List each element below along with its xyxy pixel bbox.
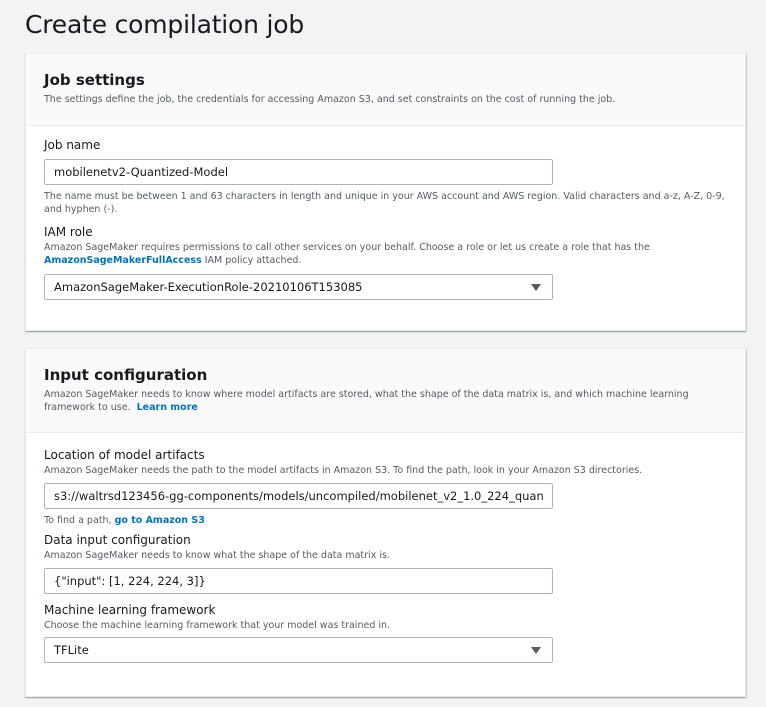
caret-down-icon [531, 647, 541, 654]
iam-role-field [44, 225, 727, 300]
model-location-help [44, 514, 727, 527]
iam-role-selected-value: AmazonSageMaker-ExecutionRole-20210106T153085 [54, 280, 363, 294]
job-settings-panel [25, 53, 746, 331]
job-name-label: Job name [44, 138, 101, 152]
job-settings-body [26, 126, 745, 300]
input-configuration-panel [25, 348, 746, 697]
data-input-field [44, 533, 727, 594]
framework-description: Choose the machine learning framework that your model was trained in. [44, 620, 391, 631]
iam-role-label: IAM role [44, 225, 93, 239]
job-name-input[interactable] [44, 159, 553, 185]
iam-role-description [44, 241, 724, 267]
input-configuration-header [26, 349, 745, 433]
job-settings-title: Job settings [44, 71, 145, 89]
caret-down-icon [531, 284, 541, 291]
framework-select[interactable] [44, 637, 553, 663]
input-configuration-description [44, 388, 724, 414]
iam-role-select[interactable] [44, 274, 553, 300]
framework-field [44, 603, 727, 663]
data-input-label: Data input configuration [44, 533, 191, 547]
page-title: Create compilation job [25, 10, 305, 39]
model-location-help-text: To find a path, [44, 515, 115, 526]
model-location-label: Location of model artifacts [44, 448, 205, 462]
full-access-policy-link[interactable]: AmazonSageMakerFullAccess [44, 255, 202, 266]
model-location-field [44, 448, 727, 527]
iam-role-desc-suffix: IAM policy attached. [201, 255, 302, 266]
job-settings-description: The settings define the job, the credentials for accessing Amazon S3, and set constraints on the cost of running the job. [44, 94, 616, 105]
job-name-field [44, 138, 727, 216]
input-configuration-desc-text: Amazon SageMaker needs to know where model artifacts are stored, what the shape of the data matrix is, and which machine learning framework to use. [44, 389, 689, 413]
job-name-help: The name must be between 1 and 63 characters in length and unique in your AWS account and AWS region. Valid characters and a-z, A-Z, 0-9, and hyphen (-). [44, 191, 725, 215]
framework-label: Machine learning framework [44, 603, 216, 617]
framework-selected-value: TFLite [54, 643, 89, 657]
go-to-s3-link[interactable]: go to Amazon S3 [114, 515, 205, 526]
iam-role-desc-text: Amazon SageMaker requires permissions to call other services on your behalf. Choose a role or let us create a role that has the [44, 242, 650, 253]
input-configuration-body [26, 433, 745, 663]
data-input-description: Amazon SageMaker needs to know what the shape of the data matrix is. [44, 550, 390, 561]
data-input-config-input[interactable] [44, 568, 553, 594]
learn-more-link[interactable]: Learn more [136, 402, 198, 413]
model-location-description: Amazon SageMaker needs the path to the model artifacts in Amazon S3. To find the path, look in your Amazon S3 directories. [44, 465, 643, 476]
model-location-input[interactable] [44, 483, 553, 509]
job-settings-header [26, 54, 745, 126]
input-configuration-title: Input configuration [44, 366, 208, 384]
